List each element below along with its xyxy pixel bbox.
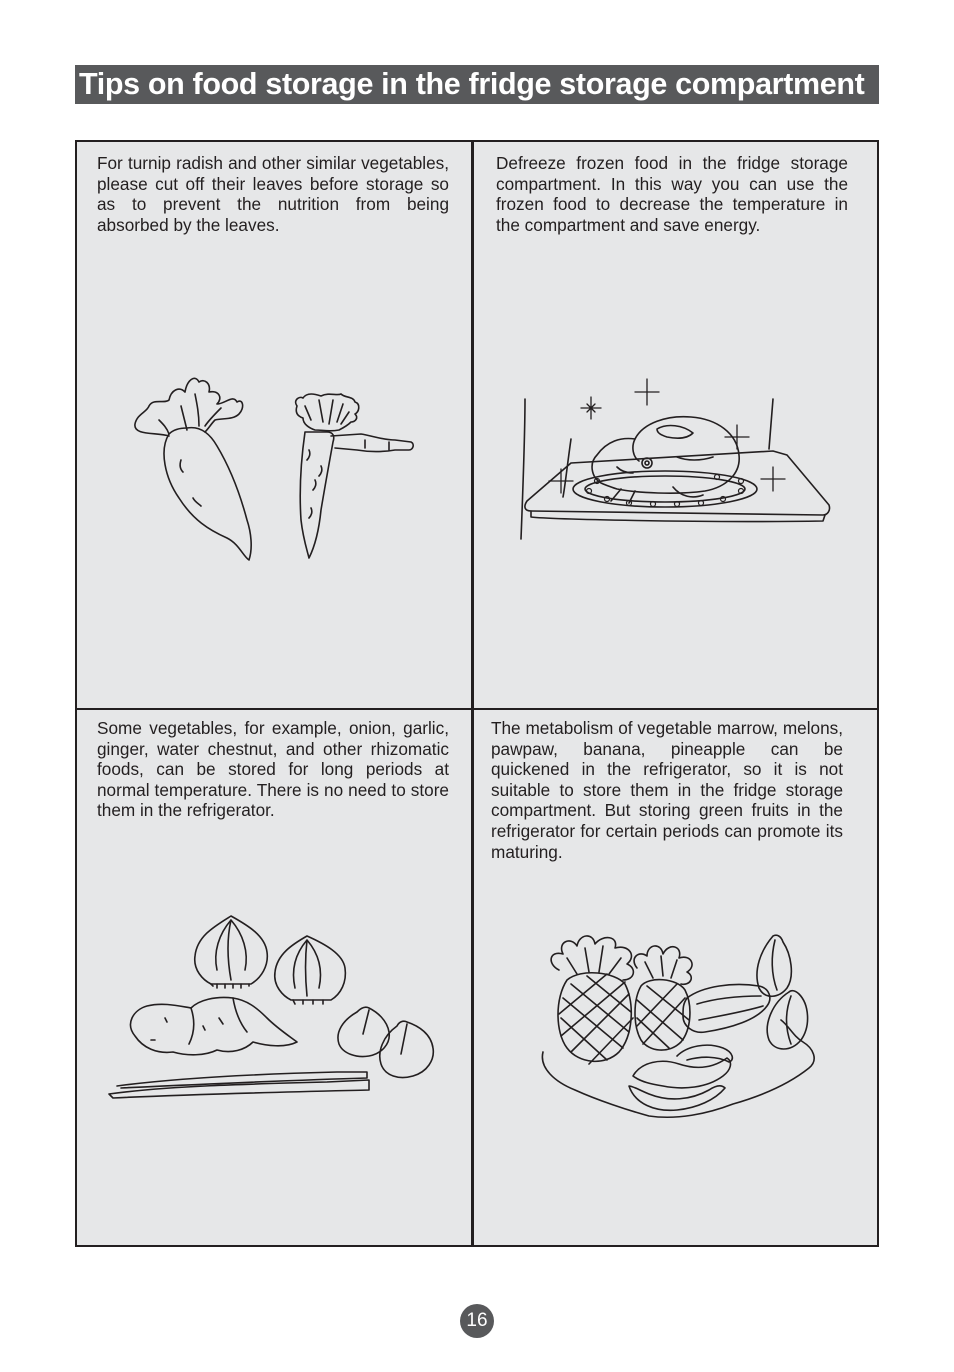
grid-divider-horizontal [77, 708, 877, 710]
tip-cell-rhizome [97, 718, 449, 821]
page-title: Tips on food storage in the fridge storage compartment [75, 65, 879, 104]
tropical-fruits-illustration [537, 928, 827, 1128]
grid-divider-vertical [471, 142, 474, 1245]
tip-cell-tropical [491, 718, 843, 862]
tips-grid [75, 140, 879, 1247]
tip-text-tropical: The metabolism of vegetable marrow, melons, pawpaw, banana, pineapple can be quickened in the refrigerator, so it is not suitable to store them in the fridge storage compartment. But storing green fruits in the refrigerator for certain periods can promote its maturing. [491, 718, 843, 862]
frozen-chicken-illustration [517, 377, 837, 547]
onion-garlic-ginger-illustration [107, 914, 447, 1094]
page-number-badge: 16 [460, 1304, 494, 1338]
tip-text-turnip: For turnip radish and other similar vegetables, please cut off their leaves before storage so as to prevent the nutrition from being absorbed by the leaves. [97, 153, 449, 235]
tip-cell-defrost [496, 153, 848, 235]
turnip-radish-illustration [129, 370, 419, 565]
tip-text-defrost: Defreeze frozen food in the fridge storage compartment. In this way you can use the frozen food to decrease the temperature in the compartment and save energy. [496, 153, 848, 235]
tip-text-rhizome: Some vegetables, for example, onion, garlic, ginger, water chestnut, and other rhizomatic foods, can be stored for long periods at normal temperature. There is no need to store them in the refrigerator. [97, 718, 449, 821]
tip-cell-turnip [97, 153, 449, 235]
